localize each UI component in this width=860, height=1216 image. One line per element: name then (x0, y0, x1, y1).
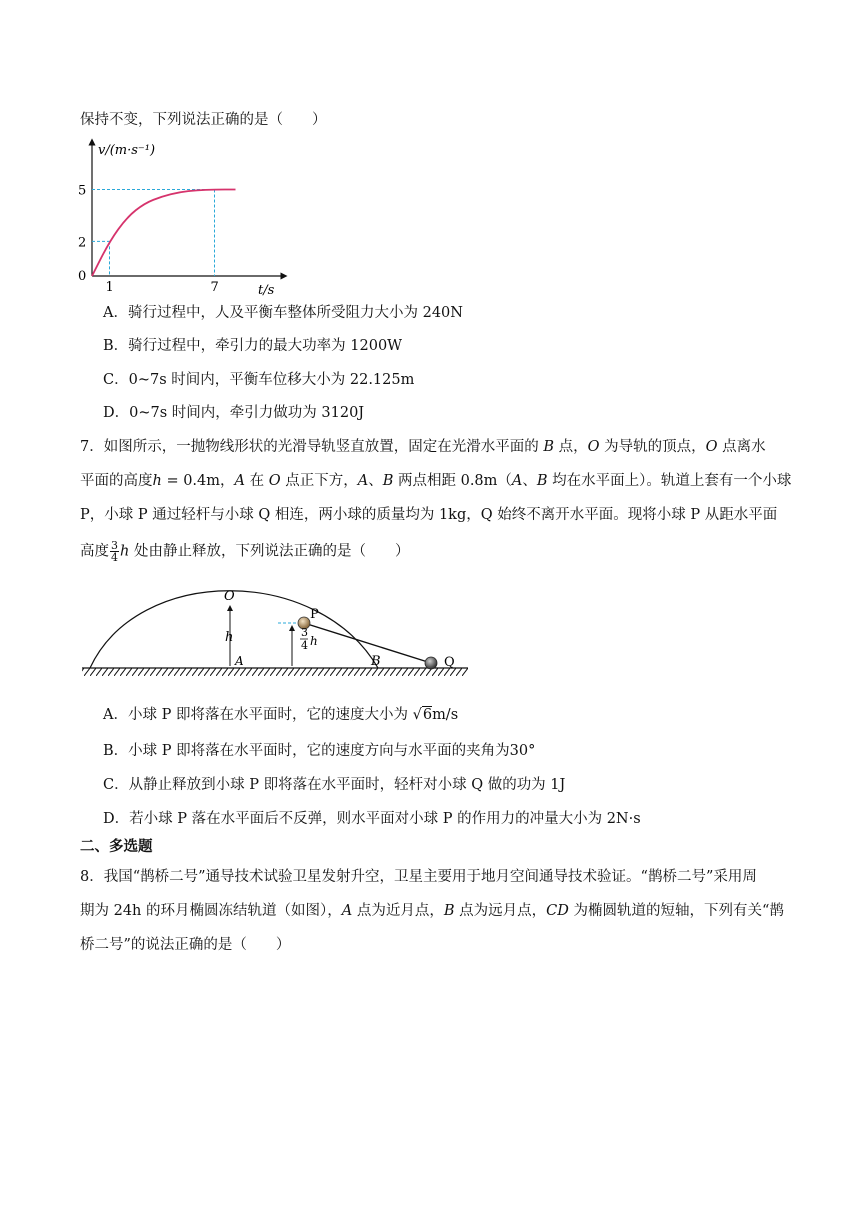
velocity-time-chart (70, 136, 300, 296)
q6-option-d: D．0~7s 时间内，牵引力做功为 3120J (103, 405, 365, 421)
ground-hatching (82, 668, 468, 676)
q7-line-1: 7．如图所示，一抛物线形状的光滑导轨竖直放置，固定在光滑水平面的 B 点，O 为导轨的顶点，O 点离水 (80, 439, 766, 455)
q7-option-b: B．小球 P 即将落在水平面时，它的速度方向与水平面的夹角为30° (103, 743, 536, 759)
label-frac-num: 3 (301, 626, 308, 639)
q6-option-c: C．0~7s 时间内，平衡车位移大小为 22.125m (103, 372, 415, 388)
q8-line-1: 8．我国“鹊桥二号”通导技术试验卫星发射升空，卫星主要用于地月空间通导技术验证。“鹊桥二号”采用周 (80, 869, 757, 885)
q7-line-3: P，小球 P 通过轻杆与小球 Q 相连，两小球的质量均为 1kg，Q 始终不离开水平面。现将小球 P 从距水平面 (80, 507, 778, 523)
ball-q (425, 657, 437, 669)
label-frac-h: h (310, 634, 318, 648)
label-o: O (224, 589, 235, 604)
x-tick-1: 1 (105, 280, 114, 295)
y-tick-5: 5 (78, 183, 87, 199)
y-tick-2: 2 (78, 235, 87, 251)
q7-line-2: 平面的高度h = 0.4m，A 在 O 点正下方，A、B 两点相距 0.8m（A、B 均在水平面上）。轨道上套有一个小球 (80, 473, 792, 489)
label-h: h (225, 630, 234, 645)
section-title-multiple-choice: 二、多选题 (80, 838, 153, 855)
label-b: B (371, 654, 381, 669)
y-axis-label: v/(m·s⁻¹) (98, 143, 156, 158)
parabolic-track-figure (78, 580, 478, 680)
velocity-curve (92, 190, 236, 277)
q6-option-a: A．骑行过程中，人及平衡车整体所受阻力大小为 240N (103, 305, 463, 321)
q6-stem-tail: 保持不变，下列说法正确的是（ ） (80, 112, 327, 128)
label-q: Q (444, 655, 455, 670)
x-tick-7: 7 (210, 280, 219, 295)
x-axis-label: t/s (258, 283, 275, 296)
origin-label: 0 (78, 269, 87, 284)
q6-option-b: B．骑行过程中，牵引力的最大功率为 1200W (103, 338, 403, 354)
label-a: A (235, 654, 244, 668)
q7-option-d: D．若小球 P 落在水平面后不反弹，则水平面对小球 P 的作用力的冲量大小为 2N·s (103, 811, 641, 827)
label-p: P (310, 607, 319, 622)
light-rod (304, 623, 431, 663)
q7-line-4: 高度 $\frac{3}{4}$ h 处由静止释放，下列说法正确的是（ ） (80, 539, 410, 564)
label-frac-den: 4 (301, 639, 308, 652)
q8-line-3: 桥二号”的说法正确的是（ ） (80, 937, 291, 953)
q7-option-c: C．从静止释放到小球 P 即将落在水平面时，轻杆对小球 Q 做的功为 1J (103, 777, 566, 793)
q8-line-2: 期为 24h 的环月椭圆冻结轨道（如图），A 点为近月点，B 点为远月点，CD 为椭圆轨道的短轴，下列有关“鹊 (80, 903, 784, 919)
fraction-three-quarters: $\frac{3}{4}$ (111, 539, 118, 564)
q7-option-a: A．小球 P 即将落在水平面时，它的速度大小为 √6m/s (103, 707, 459, 723)
